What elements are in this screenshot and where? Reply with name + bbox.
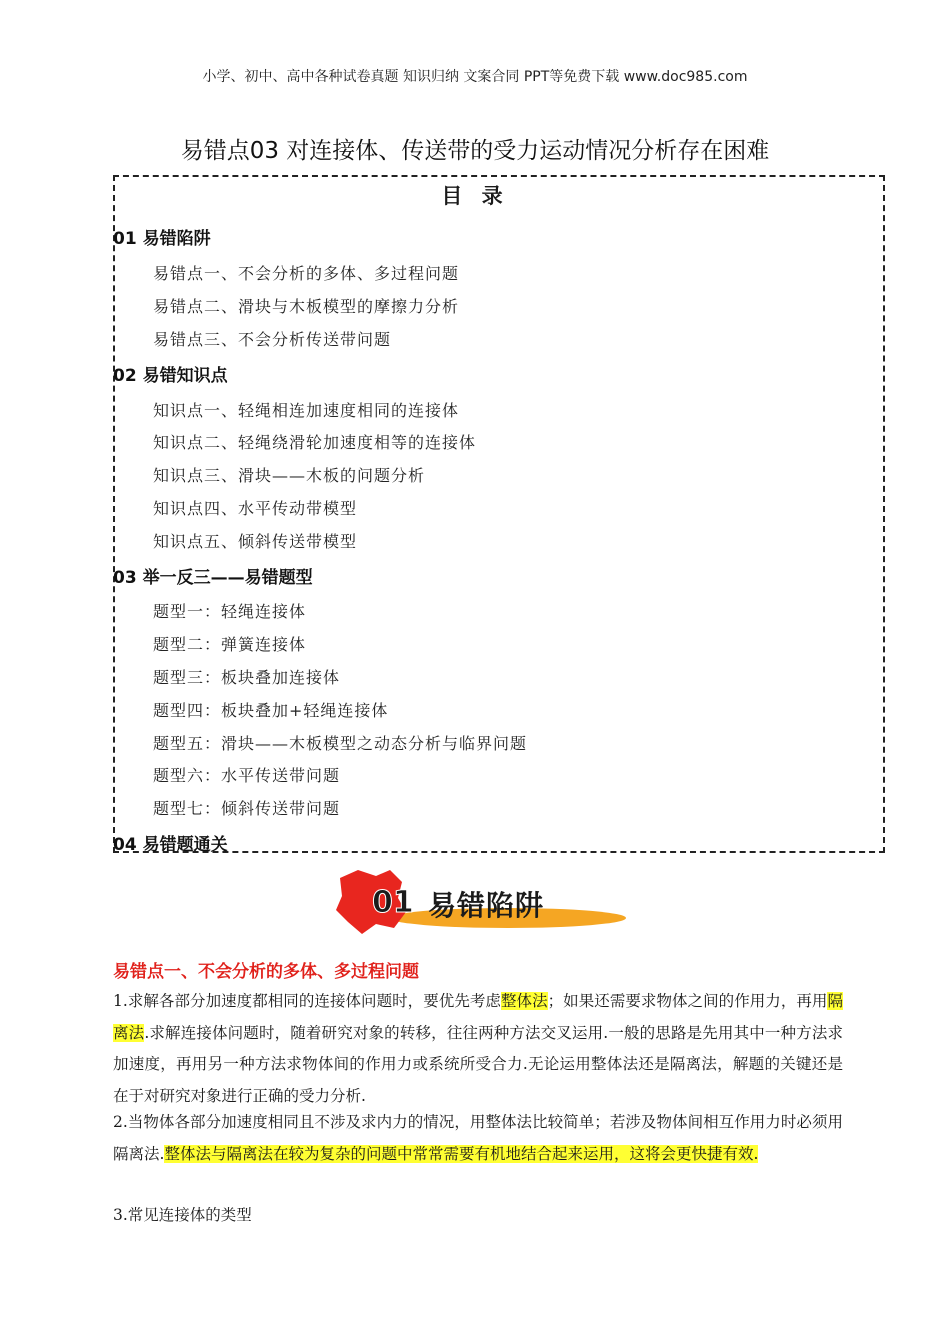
toc-item[interactable]: 知识点二、轻绳绕滑轮加速度相等的连接体 [153,433,477,452]
p2-highlight: 整体法与隔离法在较为复杂的问题中常常需要有机地结合起来运用，这将会更快捷有效. [164,1144,759,1163]
paragraph-3: 3.常见连接体的类型 [113,1206,252,1224]
banner-label: 易错陷阱 [428,889,545,922]
toc-item[interactable]: 知识点五、倾斜传送带模型 [153,532,358,551]
toc-item[interactable]: 知识点三、滑块——木板的问题分析 [153,466,426,485]
toc-section-1[interactable]: 01 易错陷阱 [113,229,211,249]
p2-text: 2.当物体各部分加速度相同且不涉及求内力的情况，用整体法比较简单；若涉及物体间相互作用力时必须用隔离法. [113,1113,843,1163]
p1-highlight-1: 整体法 [500,992,548,1010]
toc-section-3[interactable]: 03 举一反三——易错题型 [113,568,313,588]
toc-item[interactable]: 题型六：水平传送带问题 [153,766,341,785]
banner-number: 01 [372,885,414,920]
paragraph-1 [113,986,843,1112]
p1-highlight-2: 隔离法 [113,992,843,1042]
toc-item[interactable]: 易错点一、不会分析的多体、多过程问题 [153,264,460,283]
toc-item[interactable]: 题型四：板块叠加+轻绳连接体 [153,701,389,720]
p1-text-a: 1.求解各部分加速度都相同的连接体问题时，要优先考虑 [113,992,501,1010]
toc-item[interactable]: 知识点一、轻绳相连加速度相同的连接体 [153,401,460,420]
toc-item[interactable]: 题型五：滑块——木板模型之动态分析与临界问题 [153,734,528,753]
toc-item[interactable]: 易错点三、不会分析传送带问题 [153,330,392,349]
paragraph-2 [113,1107,843,1170]
toc-item[interactable]: 题型二：弹簧连接体 [153,635,307,654]
toc-item[interactable]: 题型一：轻绳连接体 [153,602,307,621]
page-header: 小学、初中、高中各种试卷真题 知识归纳 文案合同 PPT等免费下载 www.doc985.com [202,69,748,85]
toc-item[interactable]: 题型七：倾斜传送带问题 [153,799,341,818]
p1-text-c: .求解连接体问题时，随着研究对象的转移，往往两种方法交叉运用.一般的思路是先用其中一种方法求加速度，再用另一种方法求物体间的作用力或系统所受合力.无论运用整体法还是隔离法，解题的关键还是在于对研究对象进行正确的受力分析. [113,1023,843,1105]
toc-item[interactable]: 易错点二、滑块与木板模型的摩擦力分析 [153,297,460,316]
toc-heading: 目 录 [441,184,509,208]
toc-item[interactable]: 知识点四、水平传动带模型 [153,499,358,518]
toc-section-4[interactable]: 04 易错题通关 [113,835,228,855]
document-title: 易错点03 对连接体、传送带的受力运动情况分析存在困难 [180,138,770,164]
toc-item[interactable]: 题型三：板块叠加连接体 [153,668,341,687]
toc-section-2[interactable]: 02 易错知识点 [113,366,228,386]
section-heading: 易错点一、不会分析的多体、多过程问题 [113,962,419,982]
p1-text-b: ；如果还需要求物体之间的作用力，再用 [547,992,828,1010]
